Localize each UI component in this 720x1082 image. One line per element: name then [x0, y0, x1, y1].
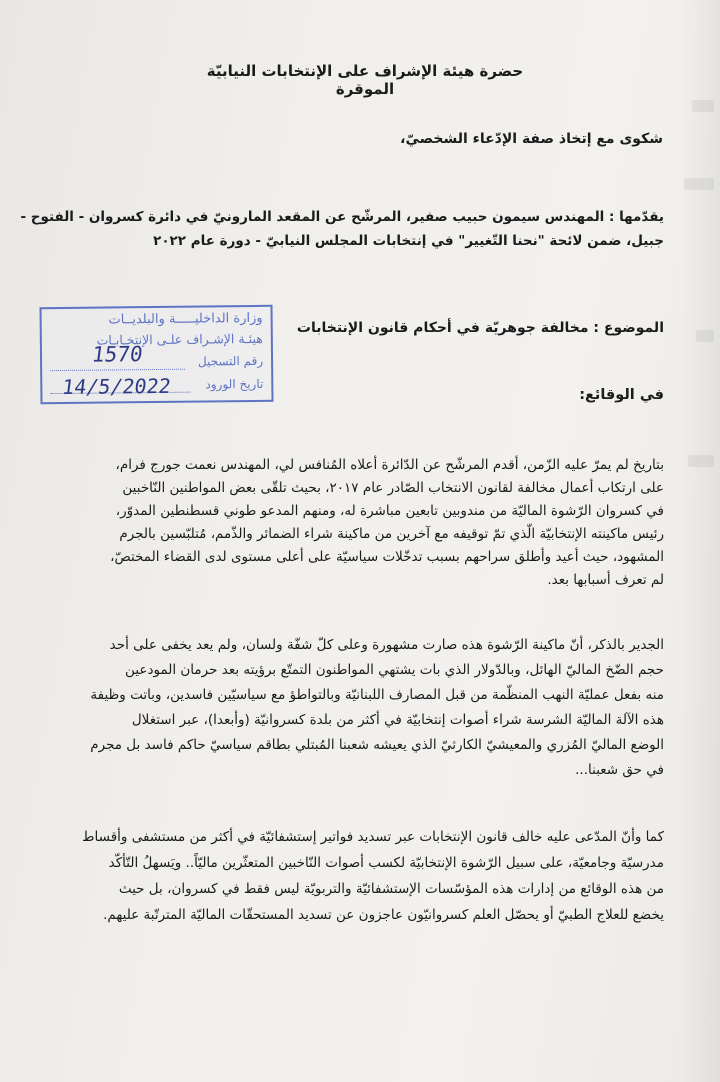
show-through-mark [696, 330, 714, 342]
stamp-reg-label: رقم التسجيل [197, 353, 264, 369]
submitter-line-1: يقدّمها : المهندس سيمون حبيب صفير، المرشّح عن المقعد المارونيّ في دائرة كسروان - الفتوح - [20, 209, 664, 225]
registration-stamp [39, 305, 273, 404]
stamp-authority: هيئـة الإشـراف علـى الإنتخـابـات [96, 330, 263, 348]
paragraph-3-line: كما وأنّ المدّعى عليه خالف قانون الإنتخابات عبر تسديد فواتير إستشفائيّة في أكثر من مستشفى وأقساط [82, 829, 664, 845]
paragraph-3-line: مدرسيّة وجامعيّة، على سبيل الرّشوة الإنتخابيّة لكسب أصوات النّاخبين المتعثّرين ماليّاً.. ويَسهلُ التّأكّد [108, 855, 664, 871]
stamp-date-value: 14/5/2022 [60, 373, 173, 400]
show-through-mark [688, 455, 714, 467]
paragraph-2-line: هذه الآلة الماليّة الشرسة شراء أصوات إنتخابيّة في أكثر من بلدة كسروانيّة (وأبعدا)، عبر استغلال [131, 712, 664, 728]
paragraph-2-line: الجدير بالذكر، أنّ ماكينة الرّشوة هذه صارت مشهورة وعلى كلّ شفّة ولسان، ولم يعد يخفى على أحد [109, 637, 664, 653]
paragraph-1-line: بتاريخ لم يمرّ عليه الزّمن، أقدم المرشّح عن الدّائرة أعلاه المُنافس لي، المهندس نعمت جورج فرام، [115, 457, 664, 473]
complaint-line: شكوى مع إتخاذ صفة الإدّعاء الشخصيّ، [400, 131, 663, 147]
paragraph-1-line: رئيس ماكينته الإنتخابيّة الّذي تمّ توقيفه مع آخرين من ماكينة شراء الضمائر والذّمم، مُتلبّسين بالجرم [119, 526, 664, 542]
stamp-date-label: تاريخ الورود [205, 376, 264, 392]
stamp-ministry: وزارة الداخليـــــة والبلديــات [108, 310, 263, 328]
paragraph-1-line: على ارتكاب أعمال مخالفة لقانون الانتخاب الصّادر عام ٢٠١٧، بحيث تلقّى بعض المواطنين النّاخبين [122, 480, 664, 496]
paragraph-3-line: من هذه الوقائع من إدارات هذه المؤسّسات الإستشفائيّة والتربويّة ليس فقط في كسروان، بل حيث [118, 881, 664, 897]
document-title: حضرة هيئة الإشراف على الإنتخابات النيابيّة الموقرة [206, 62, 524, 98]
show-through-mark [684, 178, 714, 190]
facts-heading: في الوقائع: [579, 387, 664, 403]
stamp-reg-dotted-line [50, 369, 185, 371]
subject-line: الموضوع : مخالفة جوهريّة في أحكام قانون الإنتخابات [296, 320, 664, 336]
show-through-mark [692, 100, 714, 112]
paragraph-3-line: يخضع للعلاج الطبيّ أو يحصّل العلم كسروانيّون عاجزون عن تسديد المستحقّات الماليّة المترتّبة عليهم. [103, 907, 664, 923]
paragraph-1-line: في كسروان الرّشوة الماليّة من مندوبين تابعين مباشرة له، ومنهم المدعو طوني قسطنطين المدوّر، [115, 503, 664, 519]
page-edge-shadow [680, 0, 720, 1082]
paragraph-2-line: منه بفعل عمليّة النهب المنظّمة من قبل المصارف اللبنانيّة وبالتواطؤ مع سياسيّين فاسدين، وباتت وظيفة [90, 687, 664, 703]
paragraph-2-line: الوضع الماليّ المُزري والمعيشيّ الكارثيّ الذي يعيشه شعبنا المُبتلي بطاقم سياسيّ حاكم فاسد بل مجرم [90, 737, 664, 753]
paragraph-1-line: لم تعرف أسبابها بعد. [547, 572, 664, 588]
paragraph-2-line: في حق شعبنا... [575, 762, 664, 778]
submitter-line-2: جبيل، ضمن لائحة "نحنا التّغيير" في إنتخابات المجلس النيابيّ - دورة عام ٢٠٢٢ [153, 233, 664, 249]
stamp-reg-number: 1570 [90, 342, 145, 367]
paragraph-2-line: حجم الضّخ الماليّ الهائل، وبالدّولار الذي بات يشتهي المواطنون التمتّع برؤيته بعد حرمان المودعين [125, 662, 664, 678]
paragraph-1-line: المشهود، حيث أعيد وأطلق سراحهم بسبب تدخّلات سياسيّة على أعلى مستوى لدى القضاء المختصّ، [110, 549, 664, 565]
